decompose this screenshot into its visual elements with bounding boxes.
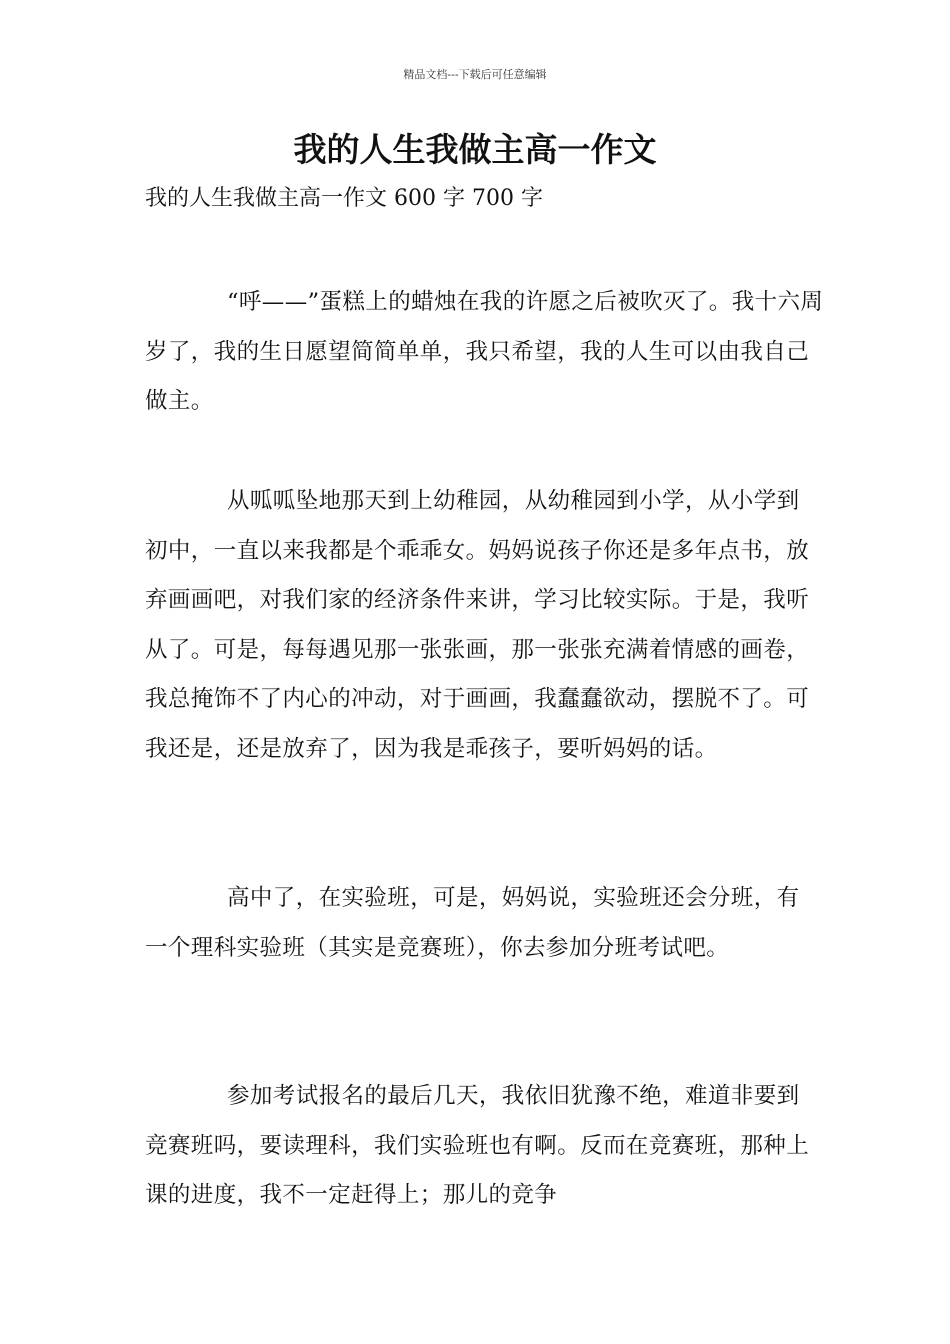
document-title: 我的人生我做主高一作文	[293, 130, 657, 169]
document-subtitle: 我的人生我做主高一作文 600 字 700 字	[145, 186, 543, 211]
paragraph-4: 参加考试报名的最后几天，我依旧犹豫不绝，难道非要到竞赛班吗，要读理科，我们实验班也有啊。反而在竞赛班，那种上课的进度，我不一定赶得上；那儿的竞争	[145, 1083, 810, 1209]
page-header-note: 精品文档---下载后可任意编辑	[403, 68, 547, 81]
paragraph-2: 从呱呱坠地那天到上幼稚园，从幼稚园到小学，从小学到初中，一直以来我都是个乖乖女。妈妈说孩子你还是多年点书，放弃画画吧，对我们家的经济条件来讲，学习比较实际。于是，我听从了。可是，每每遇见那一张张画，那一张张充满着情感的画卷，我总掩饰不了内心的冲动，对于画画，我蠢蠢欲动，摆脱不了。可我还是，还是放弃了，因为我是乖孩子，要听妈妈的话。	[145, 488, 810, 762]
paragraph-1: “呼——”蛋糕上的蜡烛在我的许愿之后被吹灭了。我十六周岁了，我的生日愿望简简单单，我只希望，我的人生可以由我自己做主。	[145, 289, 824, 415]
paragraph-3: 高中了，在实验班，可是，妈妈说，实验班还会分班，有一个理科实验班（其实是竞赛班），你去参加分班考试吧。	[145, 885, 800, 961]
